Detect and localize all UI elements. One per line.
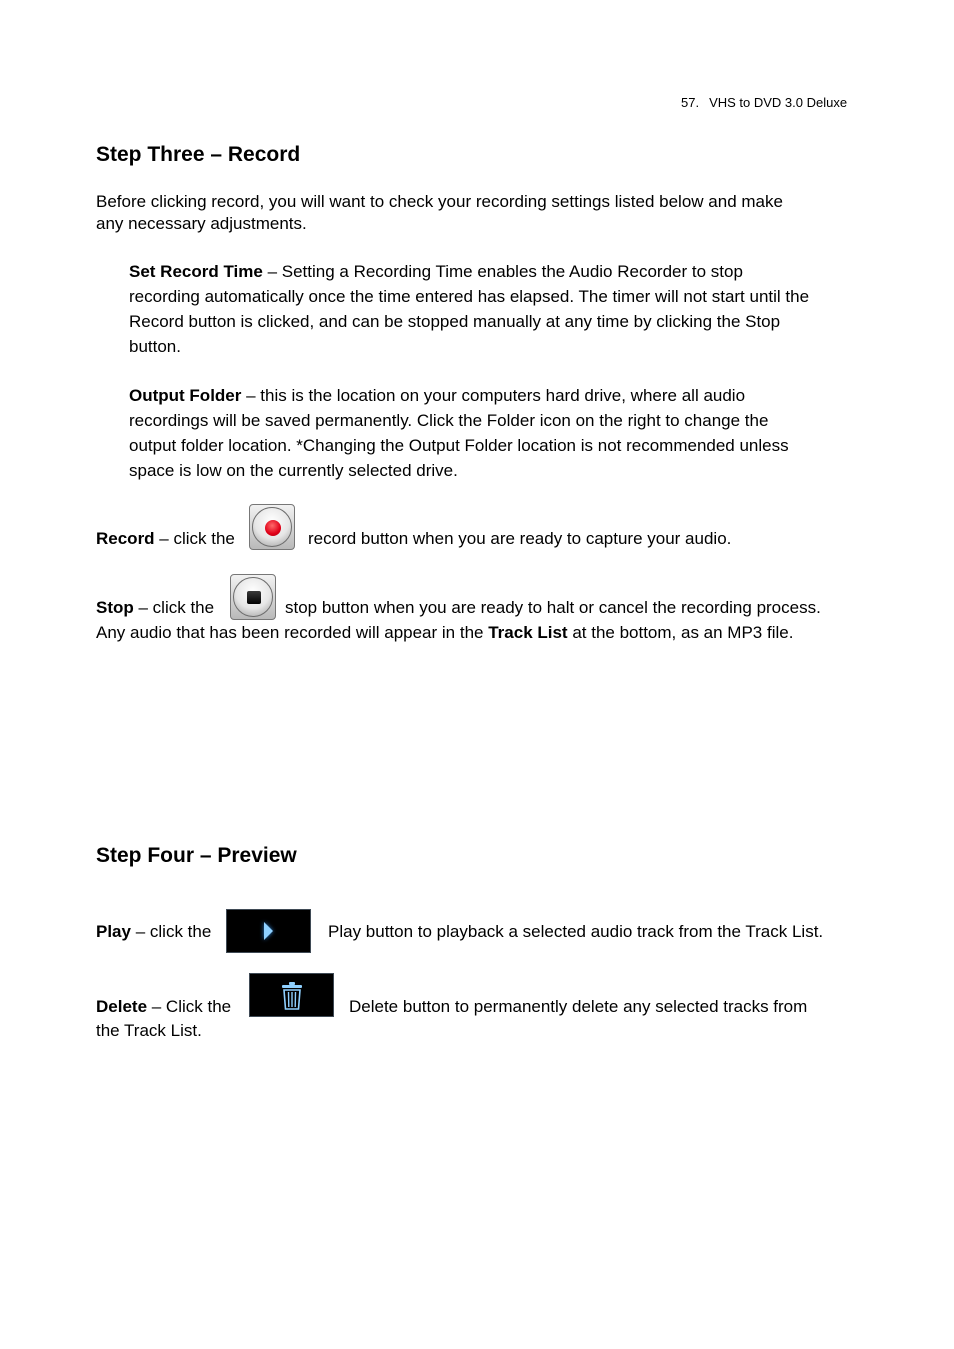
set-record-time-line-3: Record button is clicked, and can be stopped manually at any time by clicking the Stop — [129, 312, 781, 331]
output-folder-line-4: space is low on the currently selected drive. — [129, 461, 458, 480]
record-pre-text: – click the — [154, 529, 235, 548]
intro-line-2: any necessary adjustments. — [96, 214, 307, 233]
delete-post-text: Delete button to permanently delete any selected tracks from — [349, 997, 808, 1016]
delete-line-2: the Track List. — [96, 1021, 202, 1040]
stop-line-2 — [96, 623, 793, 643]
set-record-time-paragraph — [129, 259, 809, 359]
record-post-text: record button when you are ready to capture your audio. — [308, 529, 732, 548]
page-number: 57. — [681, 95, 700, 110]
record-button-icon — [249, 504, 295, 550]
output-folder-line-2: recordings will be saved permanently. Click the Folder icon on the right to change the — [129, 411, 769, 430]
output-folder-paragraph — [129, 383, 789, 483]
set-record-time-text: – Setting a Recording Time enables the Audio Recorder to stop — [262, 262, 743, 281]
document-title: VHS to DVD 3.0 Deluxe — [709, 95, 848, 110]
play-instruction — [96, 922, 211, 942]
record-term: Record — [96, 529, 155, 548]
output-folder-text: – this is the location on your computers hard drive, where all audio — [241, 386, 746, 405]
play-term: Play — [96, 922, 131, 941]
output-folder-line-3: output folder location. *Changing the Output Folder location is not recommended unless — [129, 436, 789, 455]
track-list-term: Track List — [488, 623, 568, 642]
stop-post-text: stop button when you are ready to halt or cancel the recording process. — [285, 598, 821, 617]
step-three-intro — [96, 191, 876, 235]
delete-term: Delete — [96, 997, 148, 1016]
track-list-pre: Any audio that has been recorded will appear in the — [96, 623, 489, 642]
stop-button-icon — [230, 574, 276, 620]
step-three-heading: Step Three – Record — [96, 143, 301, 166]
output-folder-term: Output Folder — [129, 386, 242, 405]
play-pre-text: – click the — [130, 922, 212, 941]
trash-button-icon — [249, 973, 334, 1017]
track-list-post: at the bottom, as an MP3 file. — [567, 623, 794, 642]
set-record-time-line-2: recording automatically once the time entered has elapsed. The timer will not start until the — [129, 287, 810, 306]
set-record-time-line-4: button. — [129, 337, 181, 356]
stop-pre-text: – click the — [133, 598, 215, 617]
play-post-text: Play button to playback a selected audio track from the Track List. — [328, 922, 824, 941]
step-four-heading: Step Four – Preview — [96, 844, 297, 867]
set-record-time-term: Set Record Time — [129, 262, 263, 281]
record-instruction — [96, 529, 235, 549]
delete-instruction — [96, 997, 231, 1017]
intro-line-1: Before clicking record, you will want to check your recording settings listed below and make — [96, 192, 783, 211]
play-button-icon — [226, 909, 311, 953]
stop-instruction — [96, 598, 214, 618]
delete-pre-text: – Click the — [147, 997, 232, 1016]
page-header — [681, 95, 847, 110]
stop-term: Stop — [96, 598, 134, 617]
